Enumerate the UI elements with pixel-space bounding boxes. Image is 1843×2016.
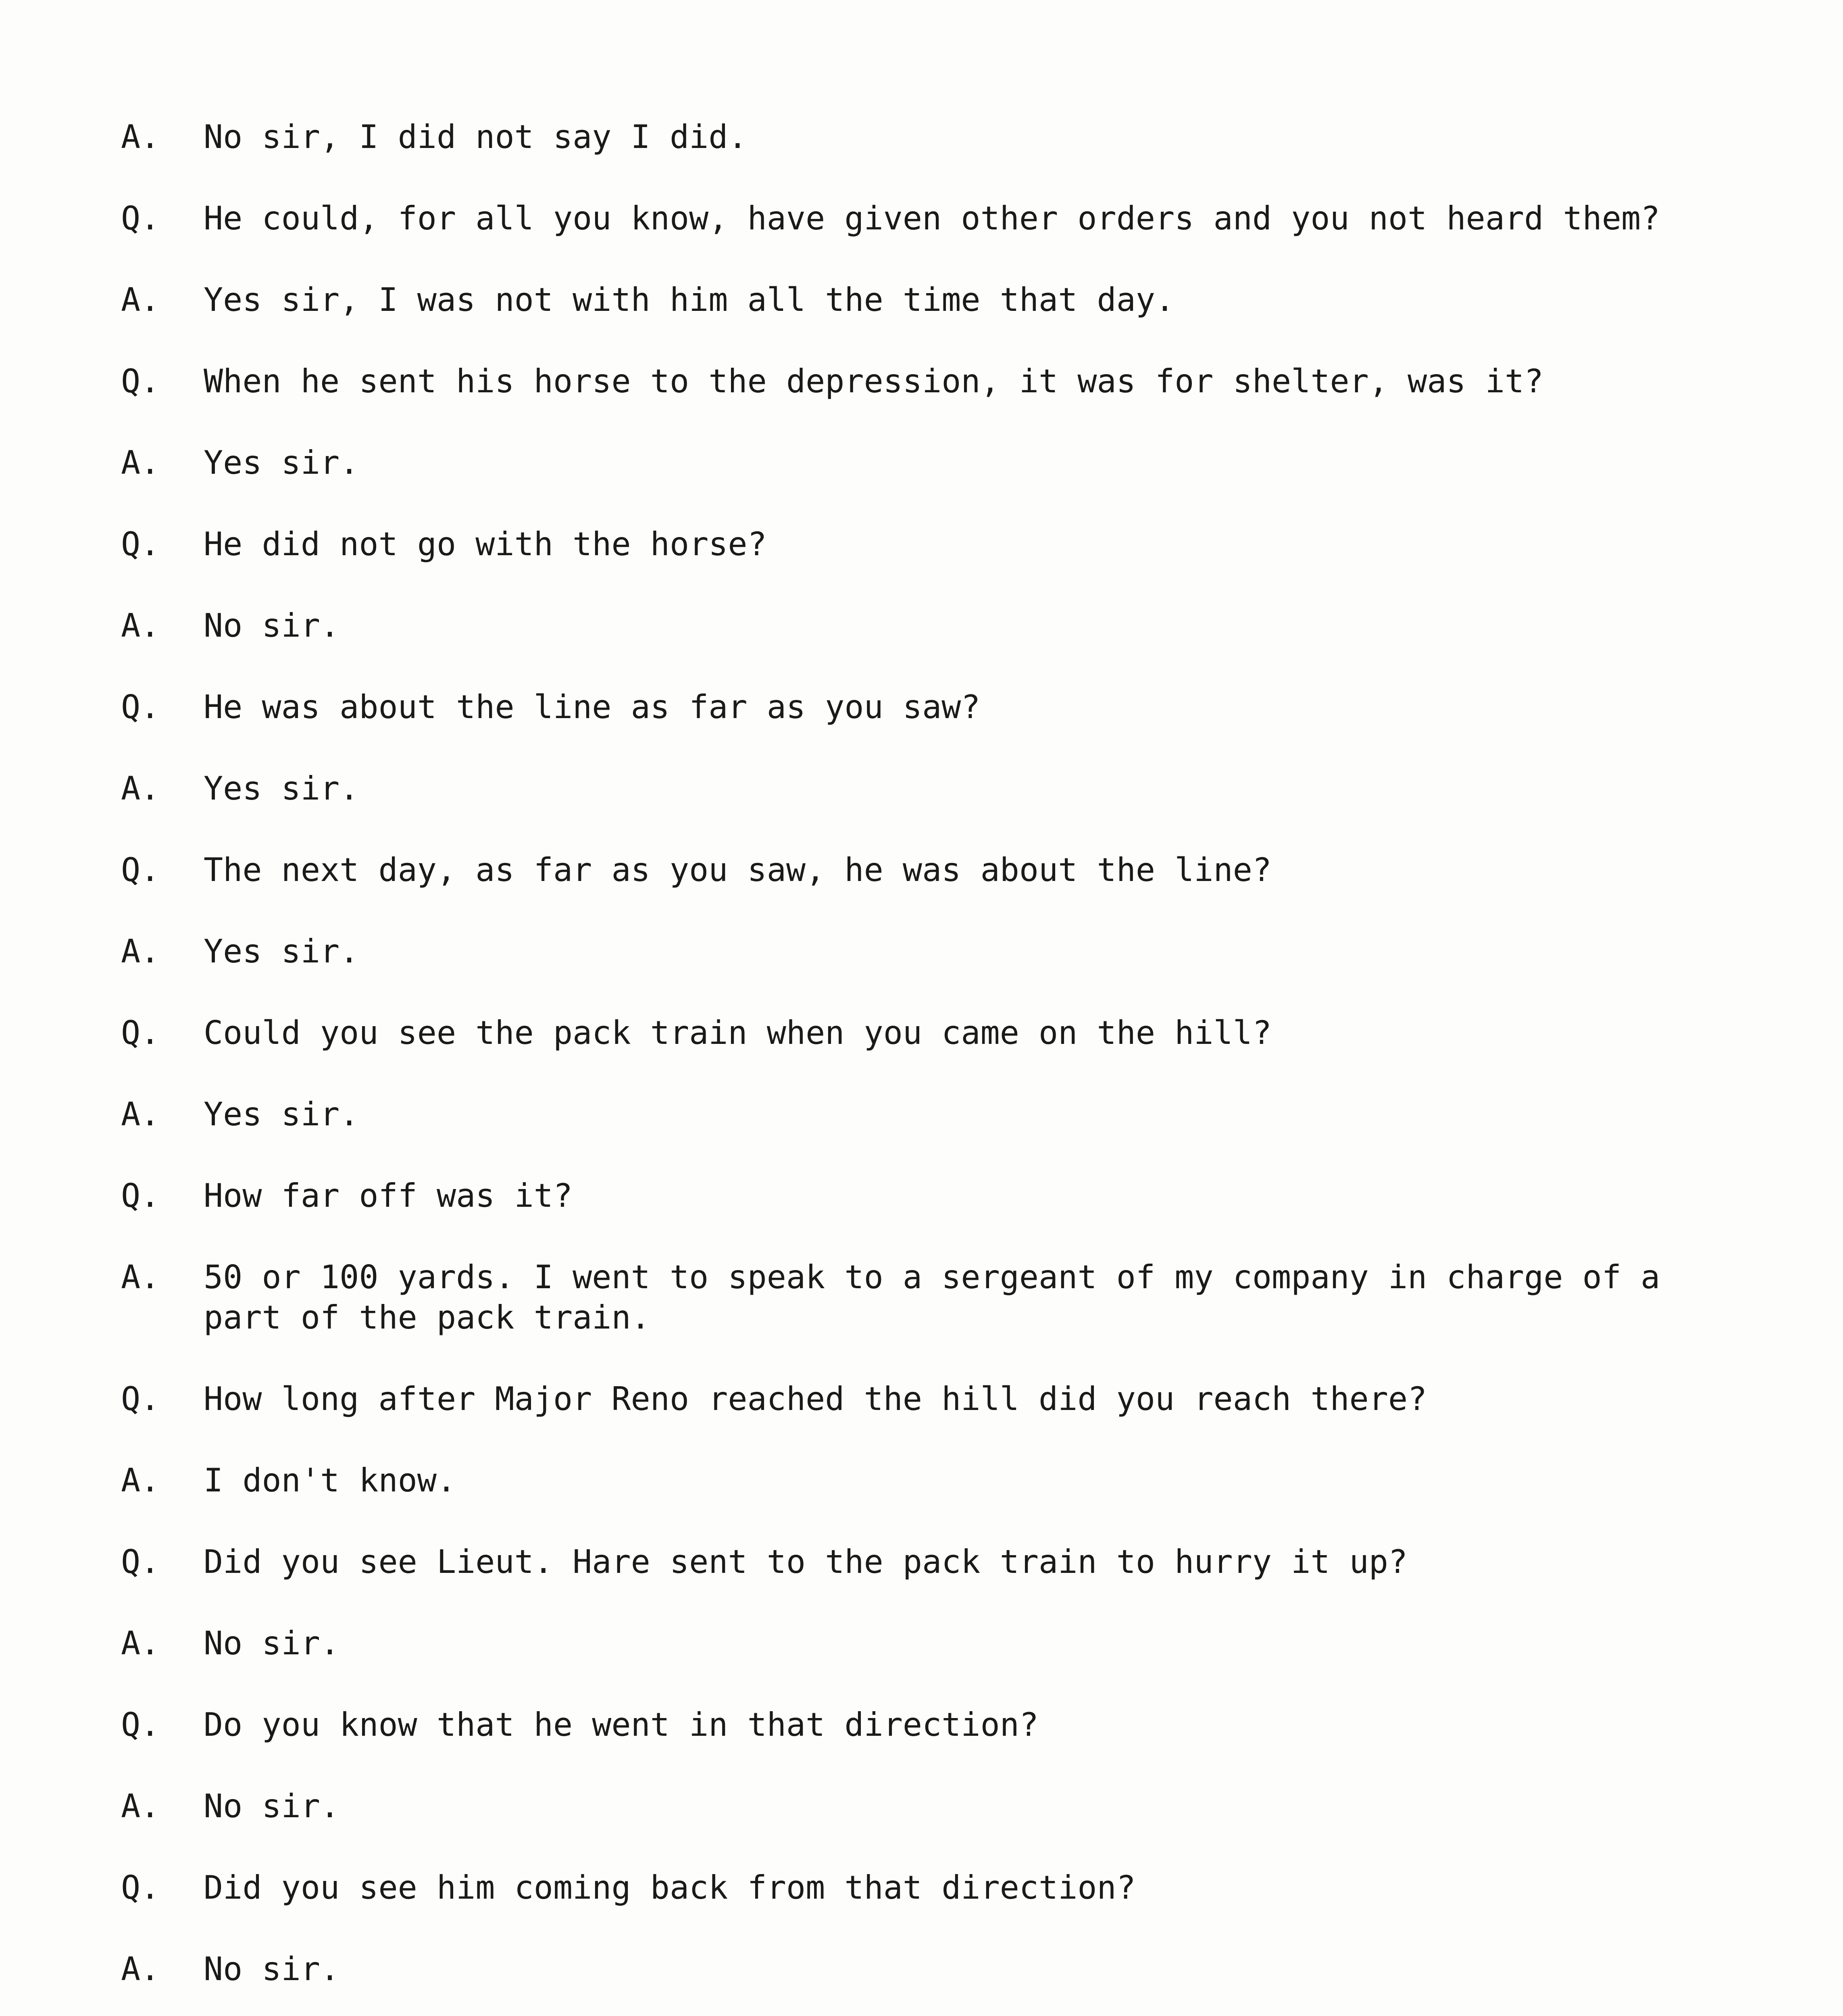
- transcript-entry: [121, 1094, 1754, 1135]
- transcript-entry: [121, 687, 1754, 727]
- entry-text: He was about the line as far as you saw?: [204, 688, 981, 726]
- transcript-entry: [121, 1379, 1754, 1419]
- speaker-label: A.: [121, 607, 160, 644]
- entry-text: No sir.: [204, 607, 340, 644]
- transcript-entry: [121, 606, 1754, 646]
- transcript-entry: [121, 1542, 1754, 1582]
- entry-text: No sir.: [204, 1787, 340, 1825]
- entry-text: Do you know that he went in that direction?: [204, 1706, 1039, 1743]
- entry-text: Yes sir.: [204, 444, 359, 481]
- transcript-entry: [121, 1176, 1754, 1216]
- entry-text: Could you see the pack train when you came on the hill?: [204, 1014, 1272, 1052]
- speaker-label: A.: [121, 933, 160, 970]
- transcript-entry: [121, 117, 1754, 157]
- entry-text: No sir, I did not say I did.: [204, 118, 748, 156]
- entry-text: Did you see him coming back from that direction?: [204, 1869, 1136, 1906]
- transcript-entry: [121, 1013, 1754, 1053]
- entry-text: 50 or 100 yards. I went to speak to a sergeant of my company in charge of a part of the pack train.: [204, 1258, 1680, 1336]
- entry-text: Yes sir.: [204, 933, 359, 970]
- entry-text: He could, for all you know, have given other orders and you not heard them?: [204, 200, 1660, 237]
- entry-text: Did you see Lieut. Hare sent to the pack train to hurry it up?: [204, 1543, 1408, 1581]
- speaker-label: A.: [121, 1787, 160, 1825]
- transcript-entry: [121, 1868, 1754, 1908]
- speaker-label: Q.: [121, 200, 160, 237]
- speaker-label: Q.: [121, 1706, 160, 1743]
- entry-text: No sir.: [204, 1950, 340, 1988]
- entry-text: The next day, as far as you saw, he was about the line?: [204, 851, 1272, 889]
- speaker-label: Q.: [121, 1543, 160, 1581]
- transcript-entry: [121, 1705, 1754, 1745]
- entry-text: No sir.: [204, 1624, 340, 1662]
- entry-text: Yes sir.: [204, 770, 359, 807]
- transcript-entry: [121, 443, 1754, 483]
- speaker-label: A.: [121, 1950, 160, 1988]
- entry-text: How long after Major Reno reached the hill did you reach there?: [204, 1380, 1427, 1418]
- transcript-entry: [121, 524, 1754, 564]
- transcript-entry: [121, 361, 1754, 402]
- entry-text: When he sent his horse to the depression, it was for shelter, was it?: [204, 362, 1544, 400]
- speaker-label: Q.: [121, 525, 160, 563]
- speaker-label: A.: [121, 118, 160, 156]
- entry-text: Yes sir, I was not with him all the time that day.: [204, 281, 1175, 319]
- speaker-label: A.: [121, 1462, 160, 1499]
- transcript-entry: [121, 1623, 1754, 1664]
- speaker-label: Q.: [121, 851, 160, 889]
- speaker-label: Q.: [121, 1380, 160, 1418]
- transcript-entry: [121, 931, 1754, 972]
- speaker-label: Q.: [121, 362, 160, 400]
- speaker-label: Q.: [121, 1014, 160, 1052]
- speaker-label: A.: [121, 444, 160, 481]
- transcript-entry: [121, 1257, 1754, 1338]
- transcript: [121, 117, 1754, 2016]
- speaker-label: Q.: [121, 688, 160, 726]
- transcript-entry: [121, 768, 1754, 809]
- speaker-label: A.: [121, 1624, 160, 1662]
- transcript-entry: [121, 850, 1754, 890]
- transcript-entry: [121, 280, 1754, 320]
- speaker-label: A.: [121, 770, 160, 807]
- speaker-label: Q.: [121, 1869, 160, 1906]
- transcript-entry: [121, 1949, 1754, 1989]
- transcript-entry: [121, 198, 1754, 239]
- speaker-label: A.: [121, 1095, 160, 1133]
- speaker-label: A.: [121, 1258, 160, 1296]
- entry-text: He did not go with the horse?: [204, 525, 767, 563]
- entry-text: Yes sir.: [204, 1095, 359, 1133]
- speaker-label: A.: [121, 281, 160, 319]
- entry-text: How far off was it?: [204, 1177, 573, 1214]
- transcript-entry: [121, 1786, 1754, 1826]
- transcript-entry: [121, 1460, 1754, 1501]
- speaker-label: Q.: [121, 1177, 160, 1214]
- entry-text: I don't know.: [204, 1462, 456, 1499]
